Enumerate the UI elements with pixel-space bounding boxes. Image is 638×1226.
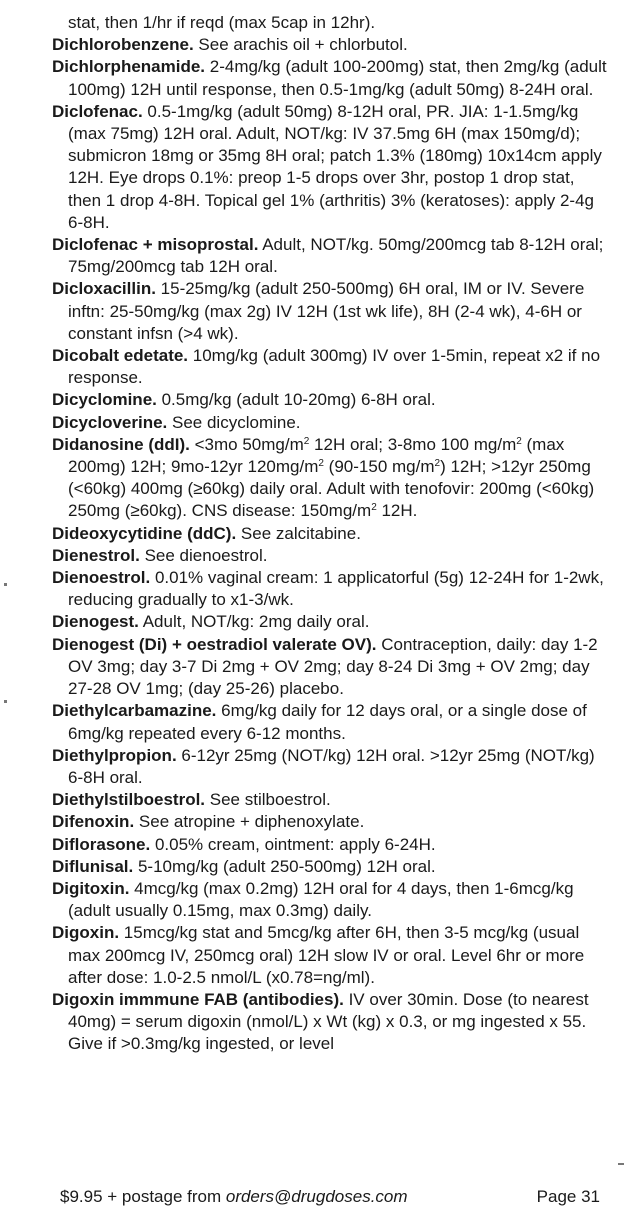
drug-entry [52,523,608,545]
drug-name: Digoxin immmune FAB (antibodies). [52,989,344,1009]
drug-dosage: Adult, NOT/kg. 50mg/200mcg tab 8-12H oral; 75mg/200mcg tab 12H oral. [68,235,604,277]
drug-name: Diethylpropion. [52,745,177,765]
drug-name: Dienogest (Di) + oestradiol valerate OV). [52,634,377,654]
drug-entry [52,834,608,856]
footer-email: orders@drugdoses.com [225,1187,408,1206]
drug-entry [52,345,608,389]
drug-name: Diethylcarbamazine. [52,701,217,721]
scan-mark [4,583,7,586]
drug-dosage: Adult, NOT/kg: 2mg daily oral. [138,612,370,632]
drug-name: Diethylstilboestrol. [52,790,206,810]
drug-entry [52,745,608,789]
drug-entry [52,101,608,234]
drug-entry [52,545,608,567]
drug-name: Diclofenac + misoprostal. [52,235,259,255]
drug-entry [52,634,608,701]
drug-dosage: 0.01% vaginal cream: 1 applicatorful (5g) 12-24H for 1-2wk, reducing gradually to x1-3/wk. [68,568,604,610]
drug-name: Diflunisal. [52,856,134,876]
drug-name: Diclofenac. [52,101,143,121]
page-number: Page 31 [536,1187,600,1206]
drug-entry [52,34,608,56]
drug-entry [52,389,608,411]
drug-entry [52,567,608,611]
drug-dosage: See stilboestrol. [205,790,331,810]
drug-name: Digitoxin. [52,878,130,898]
footer-price: $9.95 + postage from [60,1187,226,1206]
drug-name: Didanosine (ddI). [52,434,190,454]
drug-name: Dienoestrol. [52,568,151,588]
drug-entry [52,989,608,1056]
drug-entry [52,878,608,922]
continuation-text: stat, then 1/hr if reqd (max 5cap in 12hr). [68,13,376,32]
drug-dosage: 15mcg/kg stat and 5mcg/kg after 6H, then 3-5 mcg/kg (usual max 200mcg IV, 250mcg oral) 12H slow IV or oral. Level 6hr or more after dose: 1.0-2.5 nmol/L (x0.78=ng/ml). [68,923,585,987]
drug-dosage: <3mo $50mg/m^2$ 12H oral; 3-8mo 100 $mg/m^2$ (max 200mg) 12H; 9mo-12yr $120mg/m^2$ (90-150 $mg/m^2$) 12H; >12yr 250mg (<60kg) 400mg (≥60kg) daily oral. Adult with tenofovir: 200mg (<60kg) 250mg (≥60kg). CNS disease: $150mg/m^2$ 12H. [68,434,595,521]
footer-order-info [60,1186,408,1208]
drug-entry [52,922,608,989]
drug-name: Digoxin. [52,923,120,943]
drug-entry-list [52,12,608,1056]
drug-dosage: IV over 30min. Dose (to nearest 40mg) = serum digoxin (nmol/L) x Wt (kg) x 0.3, or mg ingested x 55. Give if >0.3mg/kg ingested, or level [68,989,589,1054]
drug-entry [52,56,608,100]
scan-mark [4,700,7,703]
drug-entry [52,856,608,878]
drug-name: Dienogest. [52,612,139,632]
drug-name: Dichlorphenamide. [52,57,206,77]
drug-name: Difenoxin. [52,812,135,832]
drug-entry [52,278,608,345]
drug-dosage: See zalcitabine. [236,523,361,543]
drug-dosage: 0.5mg/kg (adult 10-20mg) 6-8H oral. [156,390,436,410]
drug-name: Dicyclomine. [52,390,157,410]
drug-name: Dienestrol. [52,545,140,565]
drug-dosage: 4mcg/kg (max 0.2mg) 12H oral for 4 days, then 1-6mcg/kg (adult usually 0.15mg, max 0.3mg) daily. [68,878,574,921]
drug-dosage: 15-25mg/kg (adult 250-500mg) 6H oral, IM or IV. Severe inftn: 25-50mg/kg (max 2g) IV 12H (1st wk life), 8H (2-4 wk), 4-6H or constant infsn (>4 wk). [68,279,585,343]
drug-dosage: 10mg/kg (adult 300mg) IV over 1-5min, repeat x2 if no response. [68,346,601,388]
scan-mark [618,1163,624,1165]
drug-name: Dichlorobenzene. [52,35,194,55]
drug-name: Dicobalt edetate. [52,346,189,366]
drug-dosage: See dienoestrol. [139,545,268,565]
drug-dosage: 0.5-1mg/kg (adult 50mg) 8-12H oral, PR. JIA: 1-1.5mg/kg (max 75mg) 12H oral. Adult, NOT/kg: IV 37.5mg 6H (max 150mg/d); submicron 18mg or 35mg 8H oral; patch 1.3% (180mg) 10x14cm apply 12H. Eye drops 0.1%: preop 1-5 drops over 3hr, postop 1 drop stat, then 1 drop 4-8H. Topical gel 1% (arthritis) 3% (keratoses): apply 2-4g 6-8H. [68,101,602,232]
drug-dosage: 5-10mg/kg (adult 250-500mg) 12H oral. [133,856,436,876]
drug-dosage: Contraception, daily: day 1-2 OV 3mg; day 3-7 Di 2mg + OV 2mg; day 8-24 Di 3mg + OV 2mg; day 27-28 OV 1mg; (day 25-26) placebo. [68,634,598,699]
drug-entry [52,611,608,633]
drug-name: Diflorasone. [52,834,151,854]
drug-dosage: See dicyclomine. [167,412,301,432]
drug-dosage: 6mg/kg daily for 12 days oral, or a single dose of 6mg/kg repeated every 6-12 months. [68,701,587,743]
drug-entry [52,700,608,744]
drug-name: Dicycloverine. [52,412,168,432]
drug-name: Dicloxacillin. [52,279,156,299]
drug-entry [52,412,608,434]
drug-name: Dideoxycytidine (ddC). [52,523,237,543]
drug-dosage: 0.05% cream, ointment: apply 6-24H. [150,834,436,854]
drug-entry [52,811,608,833]
page-footer [60,1186,600,1208]
drug-dosage: See atropine + diphenoxylate. [134,812,365,832]
drug-dosage: See arachis oil + chlorbutol. [193,35,408,55]
drug-entry [52,789,608,811]
drug-dosage: 6-12yr 25mg (NOT/kg) 12H oral. >12yr 25mg (NOT/kg) 6-8H oral. [68,745,595,787]
entries-container [52,34,608,1055]
drug-entry [52,434,608,523]
drug-entry [52,234,608,278]
drug-dosage: 2-4mg/kg (adult 100-200mg) stat, then 2mg/kg (adult 100mg) 12H until response, then 0.5-1mg/kg (adult 50mg) 8-24H oral. [68,57,607,99]
